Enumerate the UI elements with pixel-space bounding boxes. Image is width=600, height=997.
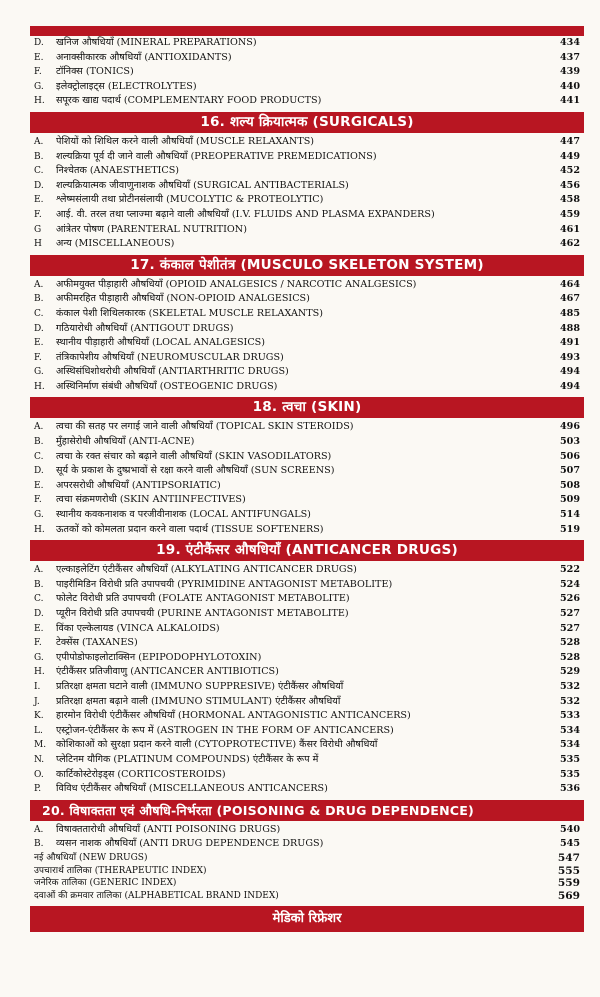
toc-entry[interactable] bbox=[30, 782, 584, 797]
entry-title: हारमोन विरोधी एंटीकैंसर औषधियाँ (HORMONAL ANTAGONISTIC ANTICANCERS) bbox=[56, 710, 411, 722]
entry-title: प्रतिरक्षा क्षमता बढ़ाने वाली (IMMUNO STIMULANT) एंटीकैंसर औषधियाँ bbox=[56, 695, 341, 707]
entry-letter: A. bbox=[34, 565, 44, 576]
toc-entry[interactable] bbox=[30, 680, 584, 695]
toc-entry[interactable] bbox=[30, 351, 584, 366]
toc-entry[interactable] bbox=[30, 322, 584, 337]
entry-letter: C. bbox=[34, 594, 44, 605]
toc-entry[interactable] bbox=[30, 135, 584, 150]
entry-letter: B. bbox=[34, 151, 44, 162]
toc-entry[interactable] bbox=[30, 695, 584, 710]
entry-letter: B. bbox=[34, 839, 44, 850]
entry-page-number: 509 bbox=[556, 493, 580, 508]
entry-letter: A. bbox=[34, 422, 44, 433]
entry-letter: D. bbox=[34, 38, 44, 48]
appendix-title: जनेरिक तालिका (GENERIC INDEX) bbox=[34, 878, 177, 889]
footer-label: मेडिको रिफ्रेशर bbox=[272, 911, 342, 927]
entry-page-number: 534 bbox=[556, 738, 580, 753]
toc-entry[interactable] bbox=[30, 563, 584, 578]
entry-page-number: 528 bbox=[556, 636, 580, 651]
appendix-entry[interactable] bbox=[30, 865, 584, 878]
appendix-page-number: 555 bbox=[554, 865, 580, 878]
entry-page-number: 519 bbox=[556, 523, 580, 538]
toc-entry[interactable] bbox=[30, 223, 584, 238]
entry-letter: K. bbox=[34, 711, 44, 722]
entry-letter: E. bbox=[34, 480, 44, 491]
entry-letter: G. bbox=[34, 367, 44, 378]
entry-title: त्वचा संक्रमणरोधी (SKIN ANTIINFECTIVES) bbox=[56, 494, 246, 506]
appendix-page-number: 569 bbox=[554, 890, 580, 903]
entry-letter: N. bbox=[34, 754, 45, 765]
entry-letter: D. bbox=[34, 609, 44, 619]
toc-entry[interactable] bbox=[30, 753, 584, 768]
entry-letter: C. bbox=[34, 308, 44, 319]
footer-banner bbox=[30, 906, 584, 932]
entry-letter: G. bbox=[34, 510, 44, 521]
toc-entry[interactable] bbox=[30, 823, 584, 838]
entry-title: स्थानीय पीड़ाहारी औषधियाँ (LOCAL ANALGESICS) bbox=[56, 337, 265, 349]
entry-page-number: 514 bbox=[556, 508, 580, 523]
toc-entry[interactable] bbox=[30, 479, 584, 494]
entry-title: श्लेष्मसंलायी तथा प्रोटीनसंलायी (MUCOLYTIC & PROTEOLYTIC) bbox=[56, 194, 324, 206]
entry-title: अन्य (MISCELLANEOUS) bbox=[56, 238, 175, 250]
toc-entry[interactable] bbox=[30, 665, 584, 680]
entry-page-number: 533 bbox=[556, 709, 580, 724]
entry-page-number: 493 bbox=[556, 351, 580, 366]
entry-letter: D. bbox=[34, 323, 44, 334]
entry-page-number: 491 bbox=[556, 336, 580, 351]
toc-entry[interactable] bbox=[30, 208, 584, 223]
toc-entry[interactable] bbox=[30, 51, 584, 66]
entry-title: एल्काइलेटिंग एंटीकैंसर औषधियाँ (ALKYLATING ANTICANCER DRUGS) bbox=[56, 564, 357, 576]
toc-entry[interactable] bbox=[30, 837, 584, 852]
entry-title: पेशियों को शिथिल करने वाली औषधियाँ (MUSCLE RELAXANTS) bbox=[56, 135, 315, 147]
entry-title: त्वचा के रक्त संचार को बढ़ाने वाली औषधियाँ (SKIN VASODILATORS) bbox=[56, 450, 332, 462]
entry-letter: B. bbox=[34, 579, 44, 590]
toc-entry[interactable] bbox=[30, 65, 584, 80]
entry-page-number: 459 bbox=[556, 208, 580, 223]
entry-letter: G. bbox=[34, 81, 44, 92]
entry-page-number: 496 bbox=[556, 420, 580, 435]
appendix-entry[interactable] bbox=[30, 877, 584, 890]
toc-entry[interactable] bbox=[30, 179, 584, 194]
toc-entry[interactable] bbox=[30, 464, 584, 479]
entry-page-number: 452 bbox=[556, 164, 580, 179]
entry-page-number: 507 bbox=[556, 464, 580, 479]
entry-page-number: 458 bbox=[556, 193, 580, 208]
entry-page-number: 439 bbox=[556, 65, 580, 80]
entry-title: शल्यक्रिया पूर्व दी जाने वाली औषधियाँ (PREOPERATIVE PREMEDICATIONS) bbox=[56, 150, 377, 162]
entry-letter: F. bbox=[34, 638, 42, 649]
entry-letter: E. bbox=[34, 195, 44, 206]
entry-page-number: 527 bbox=[556, 607, 580, 622]
entry-page-number: 534 bbox=[556, 724, 580, 739]
toc-entry[interactable] bbox=[30, 36, 584, 51]
entry-title: एपीपोडोफाइलोटाक्सिन (EPIPODOPHYLOTOXIN) bbox=[56, 651, 262, 663]
entry-letter: F. bbox=[34, 495, 42, 506]
toc-entry[interactable] bbox=[30, 450, 584, 465]
entry-letter: H bbox=[34, 239, 42, 250]
toc-entry[interactable] bbox=[30, 94, 584, 109]
entry-letter: E. bbox=[34, 52, 44, 63]
entry-title: विषाक्ततारोधी औषधियाँ (ANTI POISONING DRUGS) bbox=[56, 823, 281, 835]
toc-entry[interactable] bbox=[30, 150, 584, 165]
toc-entry[interactable] bbox=[30, 651, 584, 666]
entry-title: अफीमरहित पीड़ाहारी औषधियाँ (NON-OPIOID ANALGESICS) bbox=[56, 293, 310, 305]
entry-page-number: 545 bbox=[556, 837, 580, 852]
toc-entry[interactable] bbox=[30, 164, 584, 179]
entry-page-number: 485 bbox=[556, 307, 580, 322]
entry-title: अस्थिनिर्माण संबंधी औषधियाँ (OSTEOGENIC DRUGS) bbox=[56, 380, 278, 392]
entry-title: शल्यक्रियात्मक जीवाणुनाशक औषधियाँ (SURGICAL ANTIBACTERIALS) bbox=[56, 179, 349, 191]
entry-title: प्लेटिनम यौगिक (PLATINUM COMPOUNDS) एंटीकैंसर के रूप में bbox=[56, 753, 319, 765]
toc-entry[interactable] bbox=[30, 508, 584, 523]
entry-page-number: 522 bbox=[556, 563, 580, 578]
toc-entry[interactable] bbox=[30, 622, 584, 637]
toc-entry[interactable] bbox=[30, 435, 584, 450]
toc-entry[interactable] bbox=[30, 420, 584, 435]
toc-entry[interactable] bbox=[30, 292, 584, 307]
entry-page-number: 503 bbox=[556, 435, 580, 450]
entry-page-number: 440 bbox=[556, 80, 580, 95]
appendix-entry[interactable] bbox=[30, 852, 584, 865]
entry-title: प्रतिरक्षा क्षमता घटाने वाली (IMMUNO SUPPRESIVE) एंटीकैंसर औषधियाँ bbox=[56, 680, 344, 692]
entry-title: टेक्सेंस (TAXANES) bbox=[56, 637, 138, 649]
entry-page-number: 456 bbox=[556, 179, 580, 194]
section-heading: 18. त्वचा (SKIN) bbox=[30, 397, 584, 418]
toc-entry[interactable] bbox=[30, 768, 584, 783]
entry-title: निश्चेतक (ANAESTHETICS) bbox=[56, 165, 180, 177]
toc-entry[interactable] bbox=[30, 738, 584, 753]
entry-page-number: 528 bbox=[556, 651, 580, 666]
entry-title: एंटीकैंसर प्रतिजीवाणु (ANTICANCER ANTIBIOTICS) bbox=[56, 666, 279, 678]
entry-page-number: 532 bbox=[556, 680, 580, 695]
entry-page-number: 532 bbox=[556, 695, 580, 710]
toc-page bbox=[30, 26, 584, 932]
entry-title: कंकाल पेशी शिथिलकारक (SKELETAL MUSCLE RELAXANTS) bbox=[56, 307, 323, 319]
entry-title: कार्टिकोस्टेरोइड्स (CORTICOSTEROIDS) bbox=[56, 768, 226, 780]
entry-title: सूर्य के प्रकाश के दुष्प्रभावों से रक्षा करने वाली औषधियाँ (SUN SCREENS) bbox=[56, 465, 335, 477]
appendix-list bbox=[30, 852, 584, 902]
entry-title: गठियारोधी औषधियाँ (ANTIGOUT DRUGS) bbox=[56, 322, 234, 334]
entry-title: अनाक्सीकारक औषधियाँ (ANTIOXIDANTS) bbox=[56, 51, 232, 63]
entry-page-number: 464 bbox=[556, 278, 580, 293]
toc-entry[interactable] bbox=[30, 592, 584, 607]
entry-letter: D. bbox=[34, 466, 44, 477]
entry-title: ऊतकों को कोमलता प्रदान करने वाला पदार्थ (TISSUE SOFTENERS) bbox=[56, 523, 324, 535]
entry-letter: G. bbox=[34, 652, 44, 663]
entry-letter: O. bbox=[34, 769, 44, 780]
entry-letter: H. bbox=[34, 524, 45, 535]
toc-entry[interactable] bbox=[30, 237, 584, 252]
toc-entry[interactable] bbox=[30, 636, 584, 651]
entry-letter: B. bbox=[34, 437, 44, 448]
entry-page-number: 527 bbox=[556, 622, 580, 637]
toc-entry[interactable] bbox=[30, 365, 584, 380]
entry-page-number: 526 bbox=[556, 592, 580, 607]
entry-letter: P. bbox=[34, 784, 42, 795]
toc-entry[interactable] bbox=[30, 493, 584, 508]
toc-entry[interactable] bbox=[30, 523, 584, 538]
entry-page-number: 494 bbox=[556, 380, 580, 395]
toc-entry[interactable] bbox=[30, 278, 584, 293]
entry-letter: A. bbox=[34, 824, 44, 835]
entry-letter: H. bbox=[34, 667, 45, 678]
entry-title: अस्थिसंधिशोथरोधी औषधियाँ (ANTIARTHRITIC DRUGS) bbox=[56, 366, 289, 378]
entry-letter: H. bbox=[34, 96, 45, 107]
toc-sections bbox=[30, 36, 584, 852]
entry-title: खनिज औषधियाँ (MINERAL PREPARATIONS) bbox=[56, 37, 257, 48]
entry-title: पाइरीमिडिन विरोधी प्रति उपापचयी (PYRIMIDINE ANTAGONIST METABOLITE) bbox=[56, 578, 393, 590]
entry-letter: F. bbox=[34, 209, 42, 220]
entry-page-number: 529 bbox=[556, 665, 580, 680]
toc-entry[interactable] bbox=[30, 578, 584, 593]
entry-title: प्यूरीन विरोधी प्रति उपापचयी (PURINE ANTAGONIST METABOLITE) bbox=[56, 608, 349, 619]
entry-page-number: 461 bbox=[556, 223, 580, 238]
entry-page-number: 536 bbox=[556, 782, 580, 797]
section-heading: 16. शल्य क्रियात्मक (SURGICALS) bbox=[30, 112, 584, 133]
toc-entry[interactable] bbox=[30, 307, 584, 322]
appendix-title: उपचारार्थ तालिका (THERAPEUTIC INDEX) bbox=[34, 865, 207, 876]
appendix-page-number: 559 bbox=[554, 877, 580, 890]
entry-title: सपूरक खाद्य पदार्थ (COMPLEMENTARY FOOD PRODUCTS) bbox=[56, 95, 322, 107]
toc-entry[interactable] bbox=[30, 336, 584, 351]
entry-page-number: 434 bbox=[556, 36, 580, 51]
entry-title: तंत्रिकापेशीय औषधियाँ (NEUROMUSCULAR DRUGS) bbox=[56, 351, 284, 363]
entry-title: अफीमयुक्त पीड़ाहारी औषधियाँ (OPIOID ANALGESICS / NARCOTIC ANALGESICS) bbox=[56, 278, 417, 290]
top-red-bar bbox=[30, 26, 584, 36]
entry-title: मुँहासेरोधी औषधियाँ (ANTI-ACNE) bbox=[56, 436, 195, 448]
entry-title: आई. वी. तरल तथा प्लाज्मा बढ़ाने वाली औषधियाँ (I.V. FLUIDS AND PLASMA EXPANDERS) bbox=[56, 208, 435, 220]
entry-page-number: 467 bbox=[556, 292, 580, 307]
entry-letter: D. bbox=[34, 180, 44, 191]
appendix-title: दवाओं की क्रमवार तालिका (ALPHABETICAL BRAND INDEX) bbox=[34, 890, 279, 901]
entry-letter: F. bbox=[34, 352, 42, 363]
entry-page-number: 441 bbox=[556, 94, 580, 109]
toc-entry[interactable] bbox=[30, 380, 584, 395]
entry-letter: L. bbox=[34, 725, 43, 736]
toc-entry[interactable] bbox=[30, 709, 584, 724]
entry-page-number: 535 bbox=[556, 753, 580, 768]
entry-page-number: 447 bbox=[556, 135, 580, 150]
entry-letter: H. bbox=[34, 381, 45, 392]
toc-entry[interactable] bbox=[30, 80, 584, 95]
section-heading: 19. एंटीकैंसर औषधियाँ (ANTICANCER DRUGS) bbox=[30, 540, 584, 561]
entry-title: अपरसरोधी औषधियाँ (ANTIPSORIATIC) bbox=[56, 479, 221, 491]
entry-letter: M. bbox=[34, 740, 47, 751]
section-heading: 20. विषाक्तता एवं औषधि-निर्भरता (POISONING & DRUG DEPENDENCE) bbox=[30, 800, 584, 821]
entry-letter: F. bbox=[34, 67, 42, 78]
entry-letter: E. bbox=[34, 338, 44, 349]
toc-entry[interactable] bbox=[30, 193, 584, 208]
appendix-page-number: 547 bbox=[554, 852, 580, 865]
entry-page-number: 449 bbox=[556, 150, 580, 165]
entry-title: स्थानीय कवकनाशक व परजीवीनाशक (LOCAL ANTIFUNGALS) bbox=[56, 509, 311, 521]
entry-page-number: 524 bbox=[556, 578, 580, 593]
entry-page-number: 508 bbox=[556, 479, 580, 494]
entry-letter: C. bbox=[34, 166, 44, 177]
entry-title: कोशिकाओं को सुरक्षा प्रदान करने वाली (CYTOPROTECTIVE) कैंसर विरोधी औषधियाँ bbox=[56, 739, 378, 751]
entry-page-number: 506 bbox=[556, 450, 580, 465]
entry-page-number: 540 bbox=[556, 823, 580, 838]
entry-page-number: 488 bbox=[556, 322, 580, 337]
entry-letter: E. bbox=[34, 623, 44, 634]
appendix-entry[interactable] bbox=[30, 890, 584, 903]
entry-letter: B. bbox=[34, 294, 44, 305]
section-heading: 17. कंकाल पेशीतंत्र (MUSCULO SKELETON SYSTEM) bbox=[30, 255, 584, 276]
entry-title: फोलेट विरोधी प्रति उपापचयी (FOLATE ANTAGONIST METABOLITE) bbox=[56, 593, 350, 605]
appendix-title: नई औषधियाँ (NEW DRUGS) bbox=[34, 852, 148, 863]
entry-title: त्वचा की सतह पर लगाई जाने वाली औषधियाँ (TOPICAL SKIN STEROIDS) bbox=[56, 421, 354, 433]
entry-title: एस्ट्रोजन-एंटीकैंसर के रूप में (ASTROGEN IN THE FORM OF ANTICANCERS) bbox=[56, 724, 394, 736]
entry-letter: A. bbox=[34, 279, 44, 290]
entry-letter: C. bbox=[34, 451, 44, 462]
entry-title: विविध एंटीकैंसर औषधियाँ (MISCELLANEOUS ANTICANCERS) bbox=[56, 783, 328, 795]
entry-letter: J. bbox=[34, 696, 40, 707]
entry-page-number: 535 bbox=[556, 768, 580, 783]
entry-letter: I. bbox=[34, 681, 41, 692]
entry-title: विंका एल्केलायड (VINCA ALKALOIDS) bbox=[56, 622, 220, 634]
entry-title: टॉनिक्स (TONICS) bbox=[56, 66, 134, 78]
entry-title: इलेक्ट्रोलाइट्स (ELECTROLYTES) bbox=[56, 80, 197, 92]
entry-title: व्यसन नाशक औषधियाँ (ANTI DRUG DEPENDENCE DRUGS) bbox=[56, 838, 324, 850]
entry-page-number: 462 bbox=[556, 237, 580, 252]
entry-letter: A. bbox=[34, 136, 44, 147]
toc-entry[interactable] bbox=[30, 724, 584, 739]
toc-entry[interactable] bbox=[30, 607, 584, 622]
entry-letter: G bbox=[34, 224, 42, 235]
entry-title: आंत्रेतर पोषण (PARENTERAL NUTRITION) bbox=[56, 223, 247, 235]
entry-page-number: 437 bbox=[556, 51, 580, 66]
entry-page-number: 494 bbox=[556, 365, 580, 380]
